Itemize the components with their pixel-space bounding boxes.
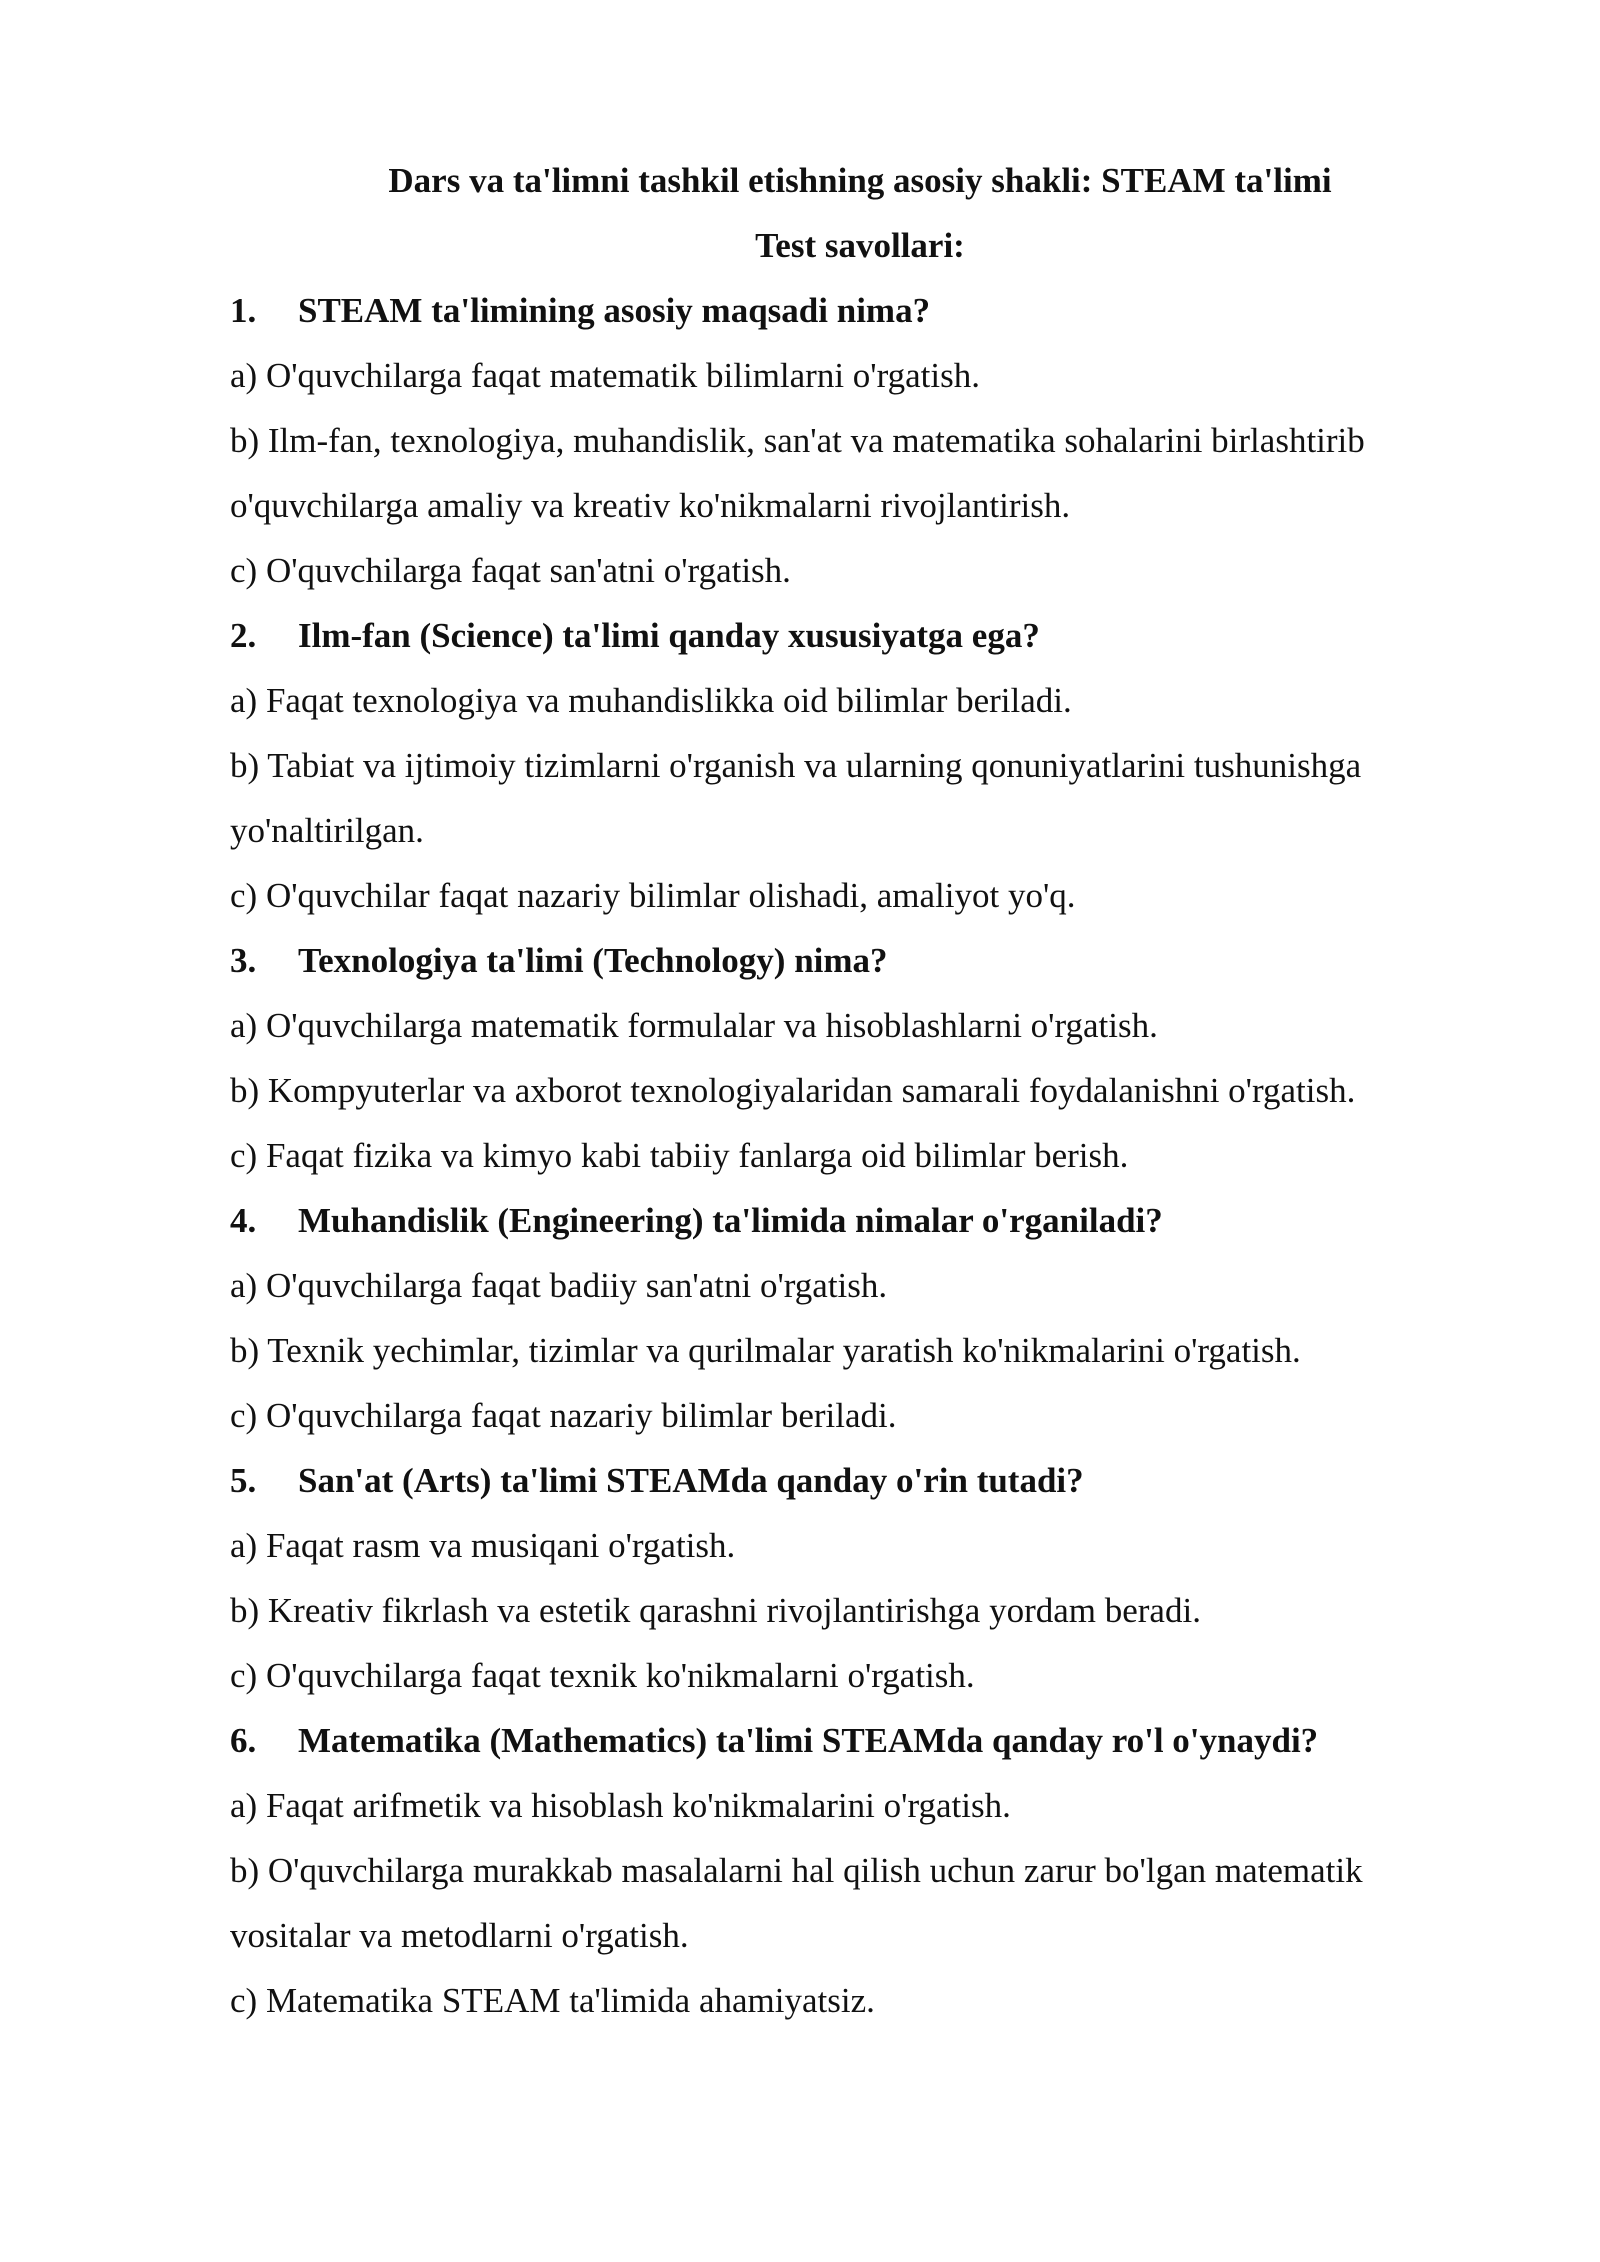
question-text: San'at (Arts) ta'limi STEAMda qanday o'rin tutadi? [298,1461,1084,1500]
answer-option-3-a: a) O'quvchilarga matematik formulalar va hisoblashlarni o'rgatish. [230,1006,1158,1045]
answer-option-4-c: c) O'quvchilarga faqat nazariy bilimlar beriladi. [230,1396,897,1435]
answer-option-5-c: c) O'quvchilarga faqat texnik ko'nikmalarni o'rgatish. [230,1656,975,1695]
question-number: 5. [230,1461,257,1500]
answer-option-1-a: a) O'quvchilarga faqat matematik bilimlarni o'rgatish. [230,356,980,395]
answer-option-6-b: b) O'quvchilarga murakkab masalalarni hal qilish uchun zarur bo'lgan matematik [230,1851,1363,1890]
question-number: 4. [230,1201,257,1240]
answer-option-6-b-cont: vositalar va metodlarni o'rgatish. [230,1916,689,1955]
answer-option-5-b: b) Kreativ fikrlash va estetik qarashni rivojlantirishga yordam beradi. [230,1591,1201,1630]
question-number: 6. [230,1721,257,1760]
question-2 [230,603,1460,668]
question-6 [230,1708,1460,1773]
question-text: STEAM ta'limining asosiy maqsadi nima? [298,291,931,330]
answer-option-1-c: c) O'quvchilarga faqat san'atni o'rgatish. [230,551,791,590]
answer-option-4-a: a) O'quvchilarga faqat badiiy san'atni o'rgatish. [230,1266,888,1305]
answer-option-2-a: a) Faqat texnologiya va muhandislikka oid bilimlar beriladi. [230,681,1072,720]
question-text: Ilm-fan (Science) ta'limi qanday xususiyatga ega? [298,616,1040,655]
answer-option-3-c: c) Faqat fizika va kimyo kabi tabiiy fanlarga oid bilimlar berish. [230,1136,1129,1175]
question-text: Muhandislik (Engineering) ta'limida nimalar o'rganiladi? [298,1201,1163,1240]
answer-option-2-b-cont: yo'naltirilgan. [230,811,424,850]
question-text: Matematika (Mathematics) ta'limi STEAMda qanday ro'l o'ynaydi? [298,1721,1319,1760]
answer-option-5-a: a) Faqat rasm va musiqani o'rgatish. [230,1526,736,1565]
answer-option-1-b: b) Ilm-fan, texnologiya, muhandislik, san'at va matematika sohalarini birlashtirib [230,421,1365,460]
document-title: Dars va ta'limni tashkil etishning asosiy shakli: STEAM ta'limi [388,161,1332,200]
question-3 [230,928,1460,993]
question-4 [230,1188,1460,1253]
question-5 [230,1448,1460,1513]
answer-option-6-c: c) Matematika STEAM ta'limida ahamiyatsiz. [230,1981,875,2020]
document-content [230,148,1460,2033]
document-subtitle: Test savollari: [755,226,965,265]
answer-option-2-b: b) Tabiat va ijtimoiy tizimlarni o'rganish va ularning qonuniyatlarini tushunishga [230,746,1362,785]
answer-option-4-b: b) Texnik yechimlar, tizimlar va qurilmalar yaratish ko'nikmalarini o'rgatish. [230,1331,1301,1370]
answer-option-3-b: b) Kompyuterlar va axborot texnologiyalaridan samarali foydalanishni o'rgatish. [230,1071,1356,1110]
question-number: 3. [230,941,257,980]
question-1 [230,278,1460,343]
question-text: Texnologiya ta'limi (Technology) nima? [298,941,888,980]
answer-option-2-c: c) O'quvchilar faqat nazariy bilimlar olishadi, amaliyot yo'q. [230,876,1076,915]
answer-option-1-b-cont: o'quvchilarga amaliy va kreativ ko'nikmalarni rivojlantirish. [230,486,1071,525]
answer-option-6-a: a) Faqat arifmetik va hisoblash ko'nikmalarini o'rgatish. [230,1786,1011,1825]
question-number: 2. [230,616,257,655]
question-number: 1. [230,291,257,330]
